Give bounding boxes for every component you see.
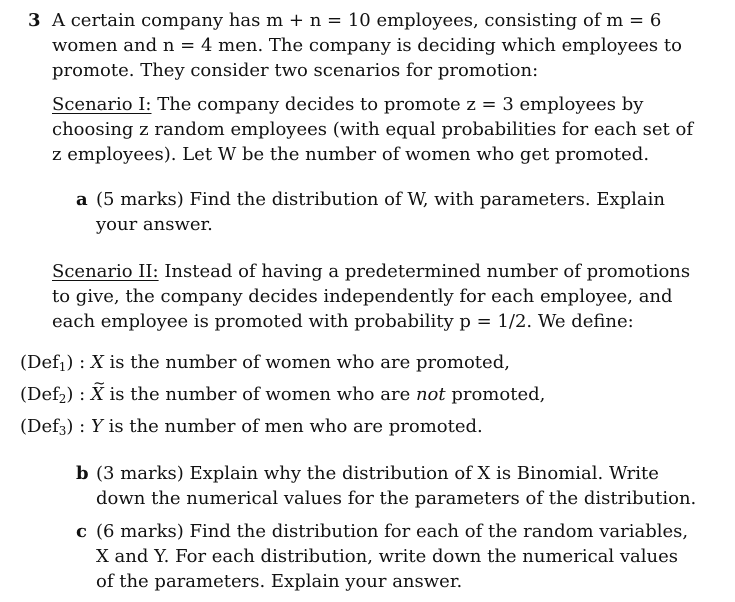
part-c-letter: c [76, 521, 87, 542]
part-c-line-2: X and Y. For each distribution, write down the numerical values [96, 546, 679, 567]
scenario2-line-2: to give, the company decides independently for each employee, and [52, 286, 673, 307]
x-tilde-symbol: ~ X [91, 383, 104, 407]
intro-line-1: A certain company has m + n = 10 employees, consisting of m = 6 [52, 10, 662, 31]
scenario2-label: Scenario II: [52, 261, 159, 282]
definition-1: (Def$_1$) : X is the number of women who are promoted, [20, 352, 510, 374]
definition-3: (Def$_3$) : Y is the number of men who are promoted. [20, 416, 483, 438]
scenario1-text-1: The company decides to promote z = 3 employees by [151, 94, 644, 115]
part-a-letter: a [76, 189, 88, 210]
question-number: 3 [28, 10, 41, 31]
scenario2-line-3: each employee is promoted with probability p = 1/2. We define: [52, 311, 634, 332]
part-a-line-2: your answer. [96, 214, 213, 235]
part-a-line-1: (5 marks) Find the distribution of W, with parameters. Explain [96, 189, 666, 210]
scenario1-line-3: z employees). Let W be the number of women who get promoted. [52, 144, 650, 165]
part-b-letter: b [76, 463, 89, 484]
scenario2-text-1: Instead of having a predetermined number of promotions [158, 261, 691, 282]
scenario1-label: Scenario I: [52, 94, 152, 115]
part-b-line-2: down the numerical values for the parameters of the distribution. [96, 488, 697, 509]
part-c-line-1: (6 marks) Find the distribution for each of the random variables, [96, 521, 689, 542]
definition-2: (Def$_2$) : ~ X is the number of women who are not promoted, [20, 383, 545, 411]
part-c-line-3: of the parameters. Explain your answer. [96, 571, 463, 592]
scenario1-line-1 [52, 93, 643, 117]
intro-line-3: promote. They consider two scenarios for promotion: [52, 60, 539, 81]
scenario1-line-2: choosing z random employees (with equal probabilities for each set of [52, 119, 694, 140]
scenario2-line-1 [52, 260, 690, 284]
part-b-line-1: (3 marks) Explain why the distribution of X is Binomial. Write [96, 463, 659, 484]
intro-line-2: women and n = 4 men. The company is deciding which employees to [52, 35, 682, 56]
